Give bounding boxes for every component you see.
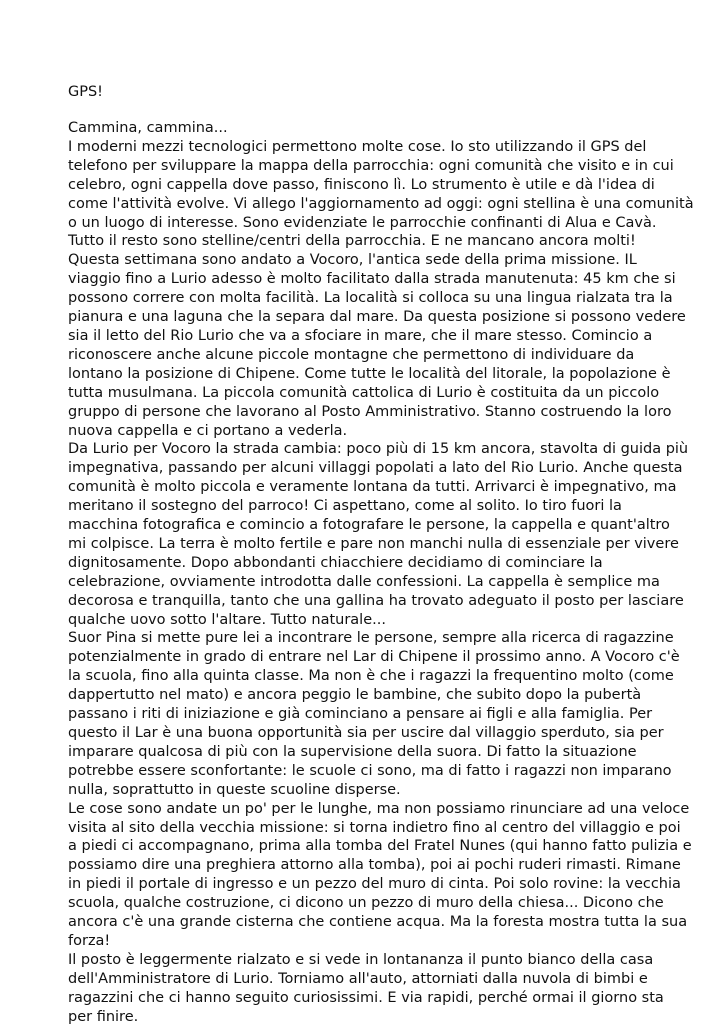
text-line: Tutto il resto sono stelline/centri della parrocchia. E ne mancano ancora molti! <box>68 233 636 250</box>
document-body <box>68 119 718 1027</box>
text-line: viaggio fino a Lurio adesso è molto facilitato dalla strada manutenuta: 45 km che si <box>68 271 676 288</box>
text-line: mi colpisce. La terra è molto fertile e pare non manchi nulla di essenziale per vivere <box>68 535 679 552</box>
text-line: tutta musulmana. La piccola comunità cattolica di Lurio è costituita da un piccolo <box>68 384 660 401</box>
text-line: visita al sito della vecchia missione: si torna indietro fino al centro del villaggio e poi <box>68 819 681 836</box>
text-line: sia il letto del Rio Lurio che va a sfociare in mare, che il mare stesso. Comincio a <box>68 327 653 344</box>
text-line: riconoscere anche alcune piccole montagne che permettono di individuare da <box>68 346 635 363</box>
text-line: ragazzini che ci hanno seguito curiosissimi. E via rapidi, perché ormai il giorno sta <box>68 989 664 1006</box>
document-title: GPS! <box>68 84 103 100</box>
text-line: forza! <box>68 932 111 949</box>
text-line: questo il Lar è una buona opportunità sia per uscire dal villaggio sperduto, sia per <box>68 725 664 741</box>
text-line: dappertutto nel mato) e ancora peggio le bambine, che subito dopo la pubertà <box>68 687 642 704</box>
text-line: meritano il sostegno del parroco! Ci aspettano, come al solito. Io tiro fuori la <box>68 498 622 515</box>
text-line: celebro, ogni cappella dove passo, finiscono lì. Lo strumento è utile e dà l'idea di <box>68 176 655 193</box>
text-line: dignitosamente. Dopo abbondanti chiacchiere decidiamo di cominciare la <box>68 554 603 571</box>
text-line: Il posto è leggermente rialzato e si vede in lontananza il punto bianco della casa <box>68 951 654 968</box>
text-line: in piedi il portale di ingresso e un pezzo del muro di cinta. Poi solo rovine: la vecchia <box>68 876 681 893</box>
text-line: comunità è molto piccola e veramente lontana da tutti. Arrivarci è impegnativo, ma <box>68 479 677 496</box>
text-line: potenzialmente in grado di entrare nel Lar di Chipene il prossimo anno. A Vocoro c'è <box>68 649 680 666</box>
text-line: impegnativa, passando per alcuni villaggi popolati a lato del Rio Lurio. Anche questa <box>68 460 683 477</box>
text-line: Le cose sono andate un po' per le lunghe, ma non possiamo rinunciare ad una veloce <box>68 800 690 817</box>
text-line: qualche uovo sotto l'altare. Tutto naturale... <box>68 611 386 628</box>
text-line: I moderni mezzi tecnologici permettono molte cose. Io sto utilizzando il GPS del <box>68 138 647 155</box>
text-line: nulla, soprattutto in queste scuoline disperse. <box>68 781 401 798</box>
text-line: celebrazione, ovviamente introdotta dalle confessioni. La cappella è semplice ma <box>68 573 660 590</box>
text-line: a piedi ci accompagnano, prima alla tomba del Fratel Nunes (qui hanno fatto pulizia e <box>68 838 692 855</box>
text-line: nuova cappella e ci portano a vederla. <box>68 422 348 439</box>
text-line: lontano la posizione di Chipene. Come tutte le località del litorale, la popolazione è <box>68 365 671 382</box>
text-line: scuola, qualche costruzione, ci dicono un pezzo di muro della chiesa... Dicono che <box>68 895 664 912</box>
text-line: come l'attività evolve. Vi allego l'aggiornamento ad oggi: ogni stellina è una comunità <box>68 195 694 212</box>
text-line: macchina fotografica e comincio a fotografare le persone, la cappella e quant'altro <box>68 517 670 534</box>
text-line: potrebbe essere sconfortante: le scuole ci sono, ma di fatto i ragazzi non imparano <box>68 762 672 779</box>
text-line: Da Lurio per Vocoro la strada cambia: poco più di 15 km ancora, stavolta di guida più <box>68 441 689 458</box>
text-line: passano i riti di iniziazione e già cominciano a pensare ai figli e alla famiglia. Per <box>68 706 653 723</box>
text-line: decorosa e tranquilla, tanto che una gallina ha trovato adeguato il posto per lasciare <box>68 592 684 609</box>
text-line: per finire. <box>68 1008 139 1025</box>
text-line: pianura e una laguna che la separa dal mare. Da questa posizione si possono vedere <box>68 309 686 326</box>
text-line: imparare qualcosa di più con la supervisione della suora. Di fatto la situazione <box>68 743 637 760</box>
text-line: ancora c'è una grande cisterna che contiene acqua. Ma la foresta mostra tutta la sua <box>68 914 688 931</box>
text-line: possiamo dire una preghiera attorno alla tomba), poi ai pochi ruderi rimasti. Rimane <box>68 857 681 874</box>
text-line: telefono per sviluppare la mappa della parrocchia: ogni comunità che visito e in cui <box>68 157 674 174</box>
text-line: dell'Amministratore di Lurio. Torniamo all'auto, attorniati dalla nuvola di bimbi e <box>68 970 648 987</box>
text-line: la scuola, fino alla quinta classe. Ma non è che i ragazzi la frequentino molto (come <box>68 668 674 685</box>
text-line: Cammina, cammina... <box>68 120 228 136</box>
text-line: Questa settimana sono andato a Vocoro, l'antica sede della prima missione. IL <box>68 252 637 269</box>
text-line: Suor Pina si mette pure lei a incontrare le persone, sempre alla ricerca di ragazzine <box>68 630 674 647</box>
text-line: o un luogo di interesse. Sono evidenziate le parrocchie confinanti di Alua e Cavà. <box>68 214 657 231</box>
text-line: possono correre con molta facilità. La località si colloca su una lingua rialzata tra la <box>68 290 673 307</box>
text-line: gruppo di persone che lavorano al Posto Amministrativo. Stanno costruendo la loro <box>68 403 672 420</box>
